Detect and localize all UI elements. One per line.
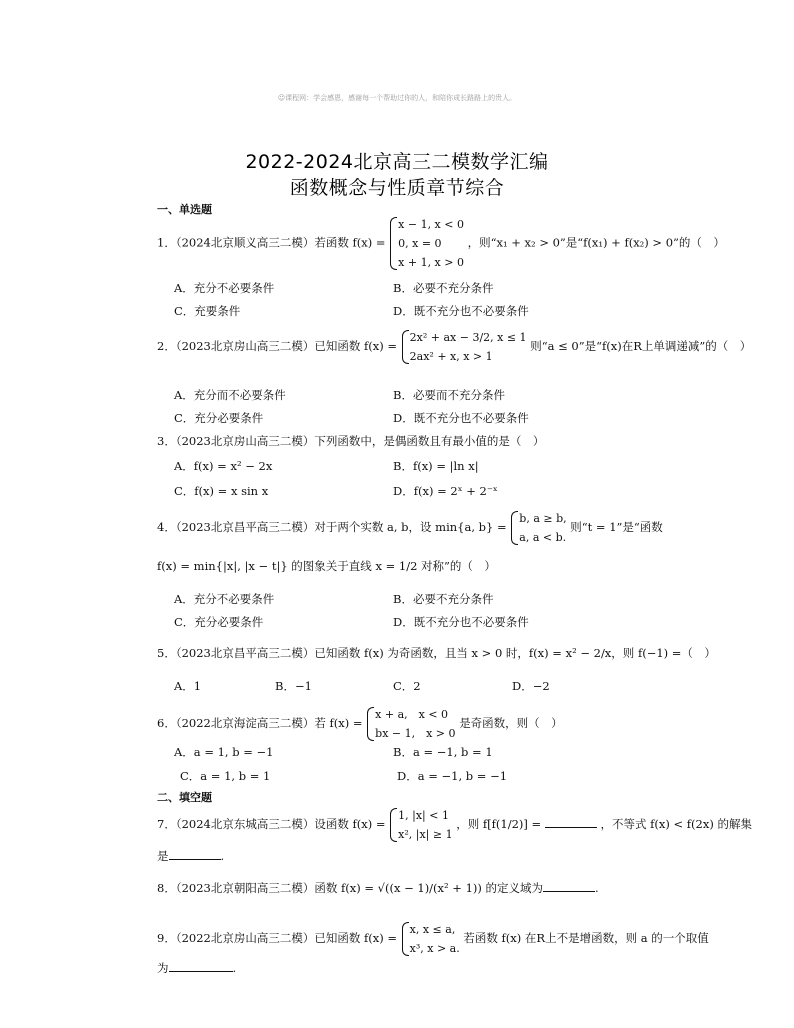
q1-option-c: C．充要条件 — [174, 304, 241, 318]
question-5: 5．（2023北京昌平高三二模）已知函数 f(x) 为奇函数，且当 x > 0 时，f(x) = x² − 2/x，则 f(−1) =（ ） — [157, 646, 716, 660]
q1-option-d: D．既不充分也不必要条件 — [393, 304, 529, 318]
question-8 — [157, 880, 599, 896]
question-3: 3．（2023北京房山高三二模）下列函数中，是偶函数且有最小值的是（ ） — [157, 434, 545, 448]
question-9 — [157, 920, 709, 958]
question-6-tail: 是奇函数，则（ ） — [459, 716, 563, 730]
question-1-tail: ，则“x₁ + x₂ > 0”是“f(x₁) + f(x₂) > 0”的（ ） — [467, 235, 725, 250]
case-line: x + a, x < 0 — [375, 708, 449, 721]
question-1-cases — [389, 215, 464, 272]
question-7-cases — [389, 806, 452, 844]
question-2-cases — [401, 328, 527, 366]
q1-option-a: A．充分不必要条件 — [174, 281, 275, 295]
watermark-text: ☺课程网：学会感恩，感谢每一个帮助过你的人，和陪你成长路路上的贵人。 — [277, 94, 517, 102]
question-9-tail: 若函数 f(x) 在R上不是增函数，则 a 的一个取值 — [463, 931, 709, 945]
case-line: 0, x = 0 — [398, 237, 442, 250]
question-4-lead: 4．（2023北京昌平高三二模）对于两个实数 a, b，设 min{a, b} = — [157, 520, 507, 534]
q3-option-b: B．f(x) = |ln x| — [393, 459, 479, 473]
question-8-lead: 8．（2023北京朝阳高三二模）函数 f(x) = √((x − 1)/(x² + 1)) 的定义域为 — [157, 881, 544, 895]
q2-option-a: A．充分而不必要条件 — [174, 388, 286, 402]
q3-option-d: D．f(x) = 2ˣ + 2⁻ˣ — [393, 484, 498, 498]
q5-option-d: D．−2 — [512, 679, 550, 693]
q2-option-b: B．必要而不充分条件 — [393, 388, 505, 402]
q4-option-a: A．充分不必要条件 — [174, 592, 275, 606]
answer-blank[interactable] — [169, 961, 233, 972]
case-line: 1, |x| < 1 — [398, 809, 449, 822]
line-text: 是 — [157, 849, 169, 863]
question-2-tail: 则“a ≤ 0”是“f(x)在R上单调递减”的（ ） — [530, 339, 752, 353]
question-4 — [157, 509, 663, 547]
case-line: bx − 1, x > 0 — [375, 727, 456, 740]
case-line: x³, x > a. — [409, 942, 460, 955]
case-line: 2ax² + x, x > 1 — [409, 350, 493, 363]
case-line: b, a ≥ b, — [519, 512, 567, 525]
q3-option-a: A．f(x) = x² − 2x — [174, 459, 273, 473]
question-4-line-2: f(x) = min{|x|, |x − t|} 的图象关于直线 x = 1/2 对称”的（ ） — [157, 559, 496, 573]
q5-option-a: A．1 — [174, 679, 202, 693]
line-end: . — [220, 849, 225, 863]
question-6-lead: 6．（2022北京海淀高三二模）若 f(x) = — [157, 716, 363, 730]
case-line: x + 1, x > 0 — [398, 256, 464, 269]
question-9-line-2 — [157, 960, 236, 976]
question-7-tail-a: ，则 f[f(1/2)] = — [456, 817, 542, 831]
question-7-lead: 7．（2024北京东城高三二模）设函数 f(x) = — [157, 817, 386, 831]
answer-blank[interactable] — [545, 817, 597, 828]
case-line: 2x² + ax − 3/2, x ≤ 1 — [409, 331, 527, 344]
q3-option-c: C．f(x) = x sin x — [174, 484, 269, 498]
q4-option-b: B．必要不充分条件 — [393, 592, 494, 606]
question-2 — [157, 328, 751, 366]
case-line: x − 1, x < 0 — [398, 218, 464, 231]
q5-option-b: B．−1 — [275, 679, 312, 693]
line-text: 为 — [157, 961, 169, 975]
case-line: a, a < b. — [519, 531, 567, 544]
section-single-choice: 一、单选题 — [157, 203, 212, 216]
q6-option-c: C．a = 1, b = 1 — [180, 769, 271, 783]
line-end: . — [595, 881, 599, 895]
question-9-cases — [401, 920, 460, 958]
q4-option-d: D．既不充分也不必要条件 — [393, 615, 529, 629]
question-2-lead: 2．（2023北京房山高三二模）已知函数 f(x) = — [157, 339, 397, 353]
case-line: x, x ≤ a, — [409, 923, 456, 936]
question-9-lead: 9．（2022北京房山高三二模）已知函数 f(x) = — [157, 931, 397, 945]
section-fill-in: 二、填空题 — [157, 791, 212, 804]
question-7-line-2 — [157, 848, 224, 864]
question-1-lead: 1．（2024北京顺义高三二模）若函数 f(x) = — [157, 235, 386, 250]
question-1 — [157, 215, 725, 272]
answer-blank[interactable] — [169, 849, 221, 860]
q6-option-a: A．a = 1, b = −1 — [174, 745, 274, 759]
answer-blank[interactable] — [543, 881, 595, 892]
q6-option-b: B．a = −1, b = 1 — [393, 745, 493, 759]
question-7 — [157, 806, 752, 844]
question-4-tail: 则“t = 1”是“函数 — [570, 520, 663, 534]
question-4-cases — [510, 509, 566, 547]
q2-option-d: D．既不充分也不必要条件 — [393, 411, 529, 425]
question-7-tail-b: ，不等式 f(x) < f(2x) 的解集 — [600, 817, 752, 831]
q1-option-b: B．必要不充分条件 — [393, 281, 494, 295]
case-line: x², |x| ≥ 1 — [398, 828, 453, 841]
q4-option-c: C．充分必要条件 — [174, 615, 264, 629]
question-6 — [157, 705, 563, 743]
q6-option-d: D．a = −1, b = −1 — [397, 769, 508, 783]
title-line-1: 2022-2024北京高三二模数学汇编 — [245, 151, 549, 173]
title-line-2: 函数概念与性质章节综合 — [289, 177, 505, 199]
q2-option-c: C．充分必要条件 — [174, 411, 264, 425]
line-end: . — [232, 961, 237, 975]
question-6-cases — [366, 705, 455, 743]
q5-option-c: C．2 — [393, 679, 421, 693]
